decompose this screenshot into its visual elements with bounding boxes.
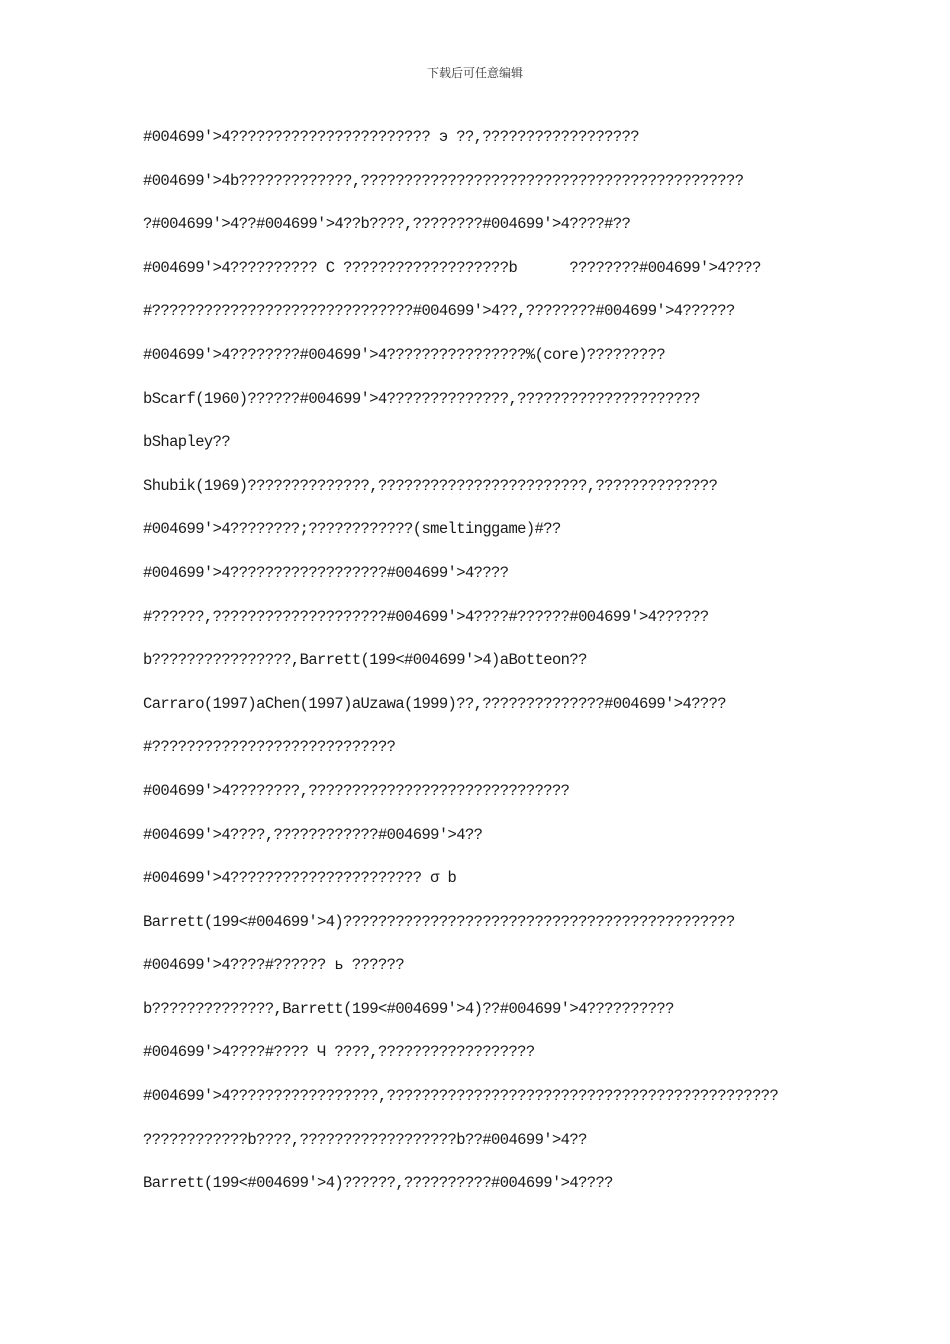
text-line: Carraro(1997)aChen(1997)aUzawa(1999)??,??????????????#004699'>4???? [143,694,727,713]
body-text [143,124,823,1214]
text-line: #??????,????????????????????#004699'>4????#??????#004699'>4?????? [143,607,709,626]
text-line: #004699'>4?????????????????????? σ b [143,869,457,888]
text-line: Shubik(1969)??????????????,????????????????????????,?????????????? [143,476,718,495]
text-line: #004699'>4????????,?????????????????????????????? [143,781,570,800]
text-line: #004699'>4??????????????????????? э ??,?????????????????? [143,128,639,146]
text-line: #004699'>4?????????????????,????????????????????????????????????????????? [143,1087,779,1106]
text-line: #004699'>4b?????????????,???????????????????????????????????????????? [143,171,744,190]
text-line: #004699'>4????,????????????#004699'>4?? [143,825,483,844]
text-line: #004699'>4????????;????????????(smeltinggame)#?? [143,520,561,539]
text-line: b??????????????,Barrett(199<#004699'>4)??#004699'>4?????????? [143,999,674,1018]
text-line: #004699'>4????????#004699'>4????????????????%(core)????????? [143,345,666,364]
text-line: #???????????????????????????? [143,738,396,757]
text-line: #004699'>4????#?????? ь ?????? [143,956,405,975]
text-line: #004699'>4????#???? Ч ????,?????????????????? [143,1043,535,1062]
text-line: bScarf(1960)??????#004699'>4??????????????,????????????????????? [143,389,700,408]
text-line: bShapley?? [143,433,231,452]
text-line: ?#004699'>4??#004699'>4??b????,????????#004699'>4????#?? [143,215,631,234]
text-line: #004699'>4?????????? C ???????????????????b ????????#004699'>4???? [143,258,761,277]
text-line: #??????????????????????????????#004699'>4??,????????#004699'>4?????? [143,302,735,321]
text-line: b????????????????,Barrett(199<#004699'>4)aBotteon?? [143,651,587,670]
text-line: #004699'>4??????????????????#004699'>4???? [143,563,509,582]
text-line: Barrett(199<#004699'>4)????????????????????????????????????????????? [143,912,735,931]
text-line: Barrett(199<#004699'>4)??????,??????????#004699'>4???? [143,1174,613,1193]
text-line: ????????????b????,??????????????????b??#004699'>4?? [143,1130,587,1149]
page-header: 下载后可任意编辑 [426,66,523,80]
